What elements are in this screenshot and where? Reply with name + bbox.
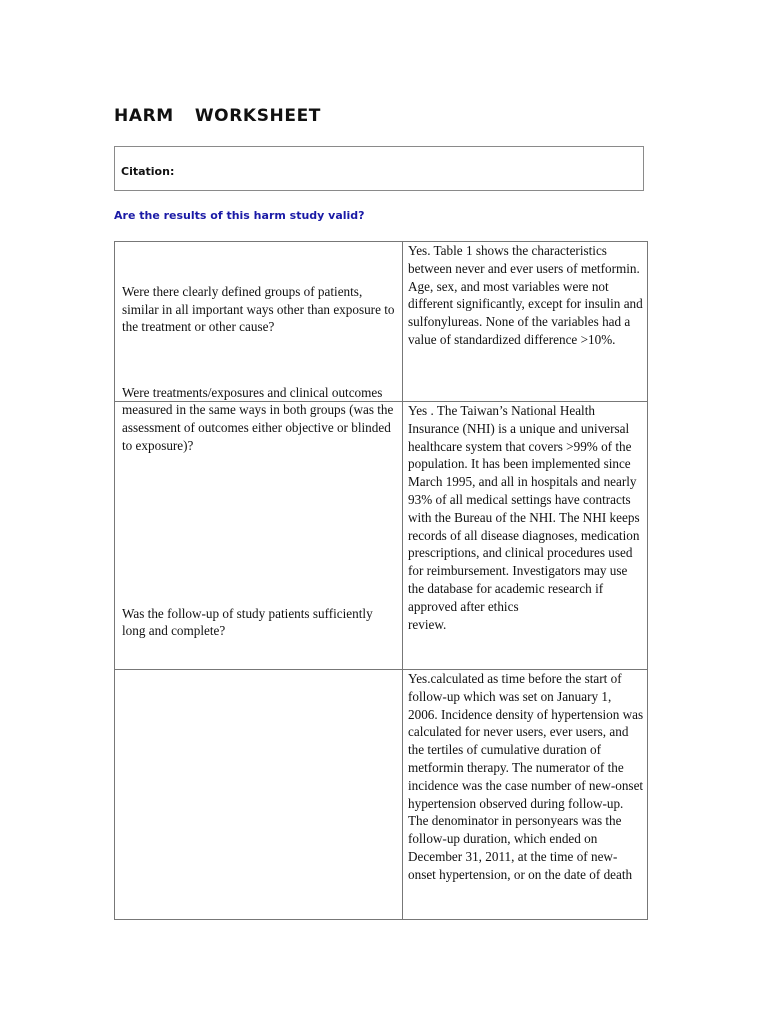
- answer-text: Yes.calculated as time before the start of follow-up which was set on January 1, 2006. Incidence density of hypertension was calculated for never users, ever users, and the tertiles of cumulative duration of metformin therapy. The numerator of the incidence was the case number of new-onset hypertension observed during follow-up. The denominator in personyears was the follow-up duration, which ended on December 31, 2011, at the time of new-onset hypertension, or on the date of death: [408, 671, 644, 882]
- answer-cell: [403, 670, 648, 920]
- criterion-text: Were treatments/exposures and clinical outcomes measured in the same ways in both groups (was the assessment of outcomes either objective or blinded to exposure)?: [122, 384, 394, 453]
- criterion-text: Was the follow-up of study patients sufficiently long and complete?: [122, 605, 373, 639]
- worksheet-title: HARM WORKSHEET: [114, 106, 321, 126]
- answer-text: Yes. Table 1 shows the characteristics between never and ever users of metformin. Age, sex, and most variables were not different significantly, except for insulin and sulfonylureas. None of the variables had a value of standardized difference >10%.: [408, 243, 643, 347]
- answer-cell: [403, 242, 648, 402]
- table-row: [115, 670, 648, 920]
- table-row: [115, 242, 648, 402]
- criterion-text: Were there clearly defined groups of patients, similar in all important ways other than exposure to the treatment or other cause?: [122, 283, 395, 335]
- criterion-cell: [115, 605, 403, 920]
- citation-box: [114, 146, 644, 191]
- answer-cell: [403, 402, 648, 670]
- criterion-cell: [115, 242, 403, 402]
- answer-text: Yes . The Taiwan’s National Health Insurance (NHI) is a unique and universal healthcare system that covers >99% of the population. It has been implemented since March 1995, and all in hospitals and nearly 93% of all medical settings have contracts with the Bureau of the NHI. The NHI keeps records of all disease diagnoses, medication prescriptions, and clinical procedures used for reimbursement. Investigators may use the database for academic research if approved after ethics review.: [408, 403, 640, 632]
- section-question: Are the results of this harm study valid?: [114, 209, 365, 222]
- harm-table: [114, 241, 648, 920]
- citation-label: Citation:: [121, 165, 175, 178]
